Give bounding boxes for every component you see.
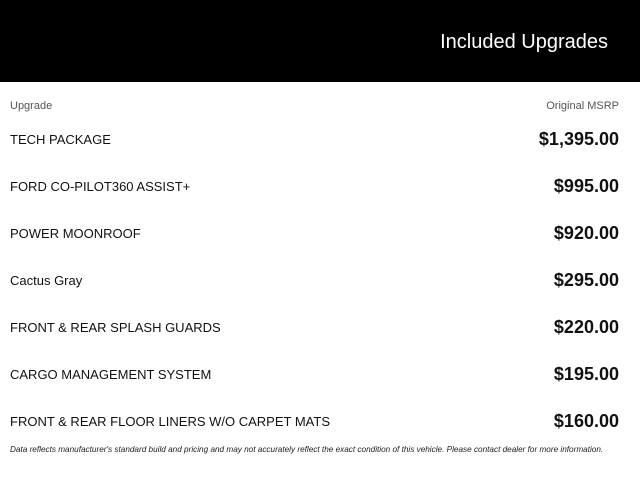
msrp-column-header: Original MSRP — [546, 100, 619, 112]
list-item — [0, 116, 640, 163]
upgrade-price: $995.00 — [553, 176, 619, 196]
upgrade-name: POWER MOONROOF — [10, 226, 141, 241]
list-item — [0, 351, 640, 398]
upgrade-price: $160.00 — [553, 411, 619, 431]
page-title: Included Upgrades — [440, 31, 608, 53]
upgrade-name: FRONT & REAR FLOOR LINERS W/O CARPET MATS — [10, 414, 330, 429]
list-item — [0, 210, 640, 257]
upgrade-price: $195.00 — [553, 364, 619, 384]
list-item — [0, 398, 640, 445]
list-item — [0, 163, 640, 210]
list-item — [0, 257, 640, 304]
upgrade-name: FORD CO-PILOT360 ASSIST+ — [10, 179, 191, 194]
upgrade-name: TECH PACKAGE — [10, 132, 111, 147]
upgrade-price: $220.00 — [553, 317, 619, 337]
upgrade-price: $920.00 — [553, 223, 619, 243]
upgrade-price: $1,395.00 — [538, 129, 619, 149]
upgrade-name: FRONT & REAR SPLASH GUARDS — [10, 320, 221, 335]
disclaimer-text: Data reflects manufacturer's standard build and pricing and may not accurately reflect the exact condition of this vehicle. Please contact dealer for more information. — [10, 445, 604, 454]
list-item — [0, 304, 640, 351]
upgrades-list — [0, 116, 640, 445]
upgrade-name: CARGO MANAGEMENT SYSTEM — [10, 367, 212, 382]
upgrade-column-header: Upgrade — [10, 100, 53, 112]
upgrade-price: $295.00 — [553, 270, 619, 290]
upgrade-name: Cactus Gray — [10, 273, 83, 288]
header-banner — [0, 0, 640, 82]
